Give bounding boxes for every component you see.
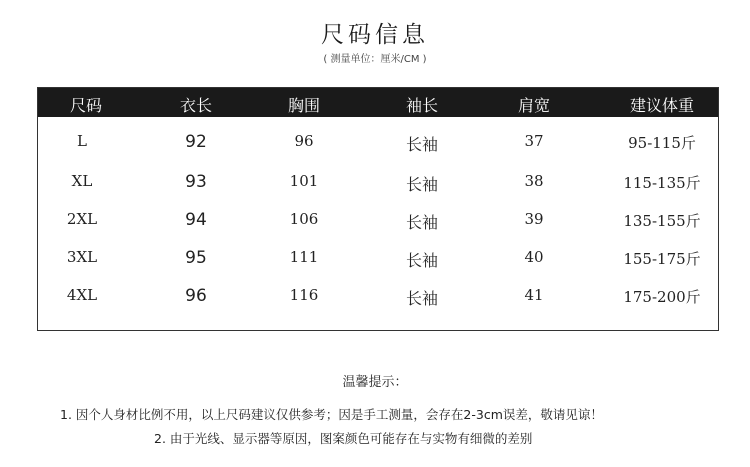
table-row (38, 248, 718, 286)
cell-chest: 101 (289, 172, 319, 190)
cell-length: 92 (185, 132, 207, 152)
cell-chest: 96 (294, 132, 314, 150)
cell-length: 96 (185, 286, 207, 306)
cell-weight: 95-115斤 (628, 134, 696, 152)
cell-length: 94 (185, 210, 207, 230)
unit-note: ( 测量单位：厘米/CM ) (323, 54, 427, 65)
cell-weight: 175-200斤 (623, 288, 701, 306)
table-row (38, 132, 718, 170)
header-shoulder: 肩宽 (517, 96, 551, 115)
cell-shoulder: 41 (524, 286, 544, 304)
cell-shoulder: 39 (524, 210, 544, 228)
cell-shoulder: 40 (524, 248, 544, 266)
table-row (38, 286, 718, 324)
header-size: 尺码 (69, 96, 103, 115)
cell-length: 95 (185, 248, 207, 268)
cell-size: 2XL (66, 210, 98, 228)
header-weight: 建议体重 (629, 96, 695, 115)
cell-size: 4XL (66, 286, 98, 304)
cell-weight: 155-175斤 (623, 250, 701, 268)
header-sleeve: 袖长 (405, 96, 439, 115)
cell-length: 93 (185, 172, 207, 192)
size-table (37, 87, 719, 331)
tip-line-1: 1. 因个人身材比例不用，以上尺码建议仅供参考；因是手工测量，会存在2-3cm误差，敬请见谅！ (60, 407, 603, 422)
cell-sleeve: 长袖 (405, 213, 439, 232)
tips-title: 温馨提示： (342, 375, 408, 390)
cell-size: L (77, 132, 87, 150)
cell-chest: 111 (289, 248, 319, 266)
cell-shoulder: 37 (524, 132, 544, 150)
cell-chest: 116 (289, 286, 319, 304)
cell-size: 3XL (66, 248, 98, 266)
header-chest: 胸围 (287, 96, 321, 115)
cell-sleeve: 长袖 (405, 135, 439, 154)
cell-shoulder: 38 (524, 172, 544, 190)
cell-sleeve: 长袖 (405, 289, 439, 308)
table-row (38, 172, 718, 210)
cell-sleeve: 长袖 (405, 251, 439, 270)
header-length: 衣长 (179, 96, 213, 115)
cell-sleeve: 长袖 (405, 175, 439, 194)
table-header (38, 88, 718, 117)
cell-chest: 106 (289, 210, 319, 228)
cell-weight: 115-135斤 (623, 174, 701, 192)
tip-line-2: 2. 由于光线、显示器等原因，图案颜色可能存在与实物有细微的差别 (154, 431, 533, 446)
cell-size: XL (71, 172, 93, 190)
table-row (38, 210, 718, 248)
cell-weight: 135-155斤 (623, 212, 701, 230)
page-title: 尺码信息 (321, 22, 429, 48)
